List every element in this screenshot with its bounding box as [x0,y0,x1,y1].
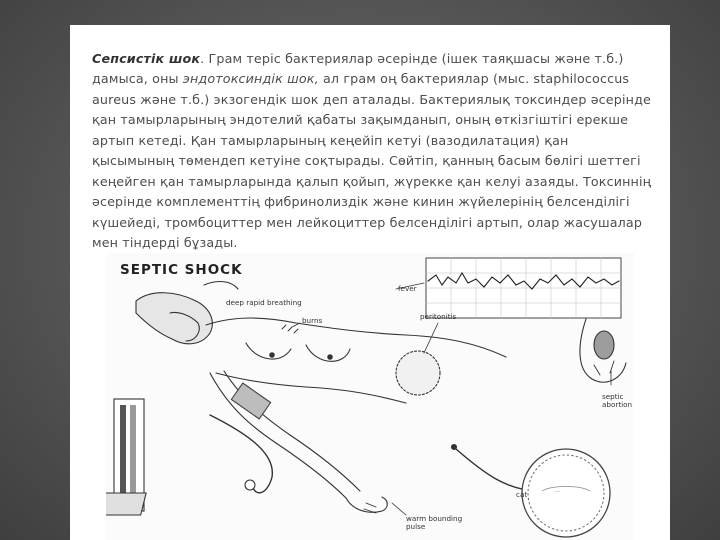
paragraph-part-2: ал грам оң бактериялар (мыс. staphilococcus aureus және т.б.) экзогендік шок деп аталады. Бактериялық токсиндер әсерінде қан тамырларының эндотелий қабаты зақымданып, оның өткізгіштігі ерекше артып кетеді. Қан тамырларының кеңейіп кетуі (вазодилатация) қан қысымының төмендеп кетуіне соқтырады. Сөйтіп, қанның басым бөлігі шеттегі кеңейген қан тамырларында қалып қойып, жүрекке қан келуі азаяды. Токсиннің әсерінде комплементтің фибринолиздік және кинин жүйелерінің белсенділігі күшейеді, тромбоциттер мен лейкоциттер белсенділігі артып, олар жасушалар мен тіндерді бұзады. [92,71,652,251]
slide [70,25,670,540]
label-septic-abortion: septic abortion [602,392,633,409]
label-warm-pulse: warm bounding pulse [406,514,463,531]
illustration-drawing [106,253,634,540]
septic-shock-illustration [106,253,634,540]
body-paragraph [92,49,652,254]
lead-term: Сепсистік шок [92,50,201,66]
label-peritonitis: peritonitis [420,312,457,321]
label-burns: burns [302,316,323,325]
italic-term: эндотоксиндік шок, [182,71,319,87]
label-catheter: cat [516,490,528,499]
dial-text: … [554,487,560,494]
label-deep-breathing: deep rapid breathing [226,298,302,307]
label-fever: fever [398,284,417,293]
figure-title: SEPTIC SHOCK [120,262,243,278]
paragraph-part-1: . Грам теріс бактериялар әсерінде (ішек таяқшасы және т.б.) дамыса, оны [92,50,624,87]
